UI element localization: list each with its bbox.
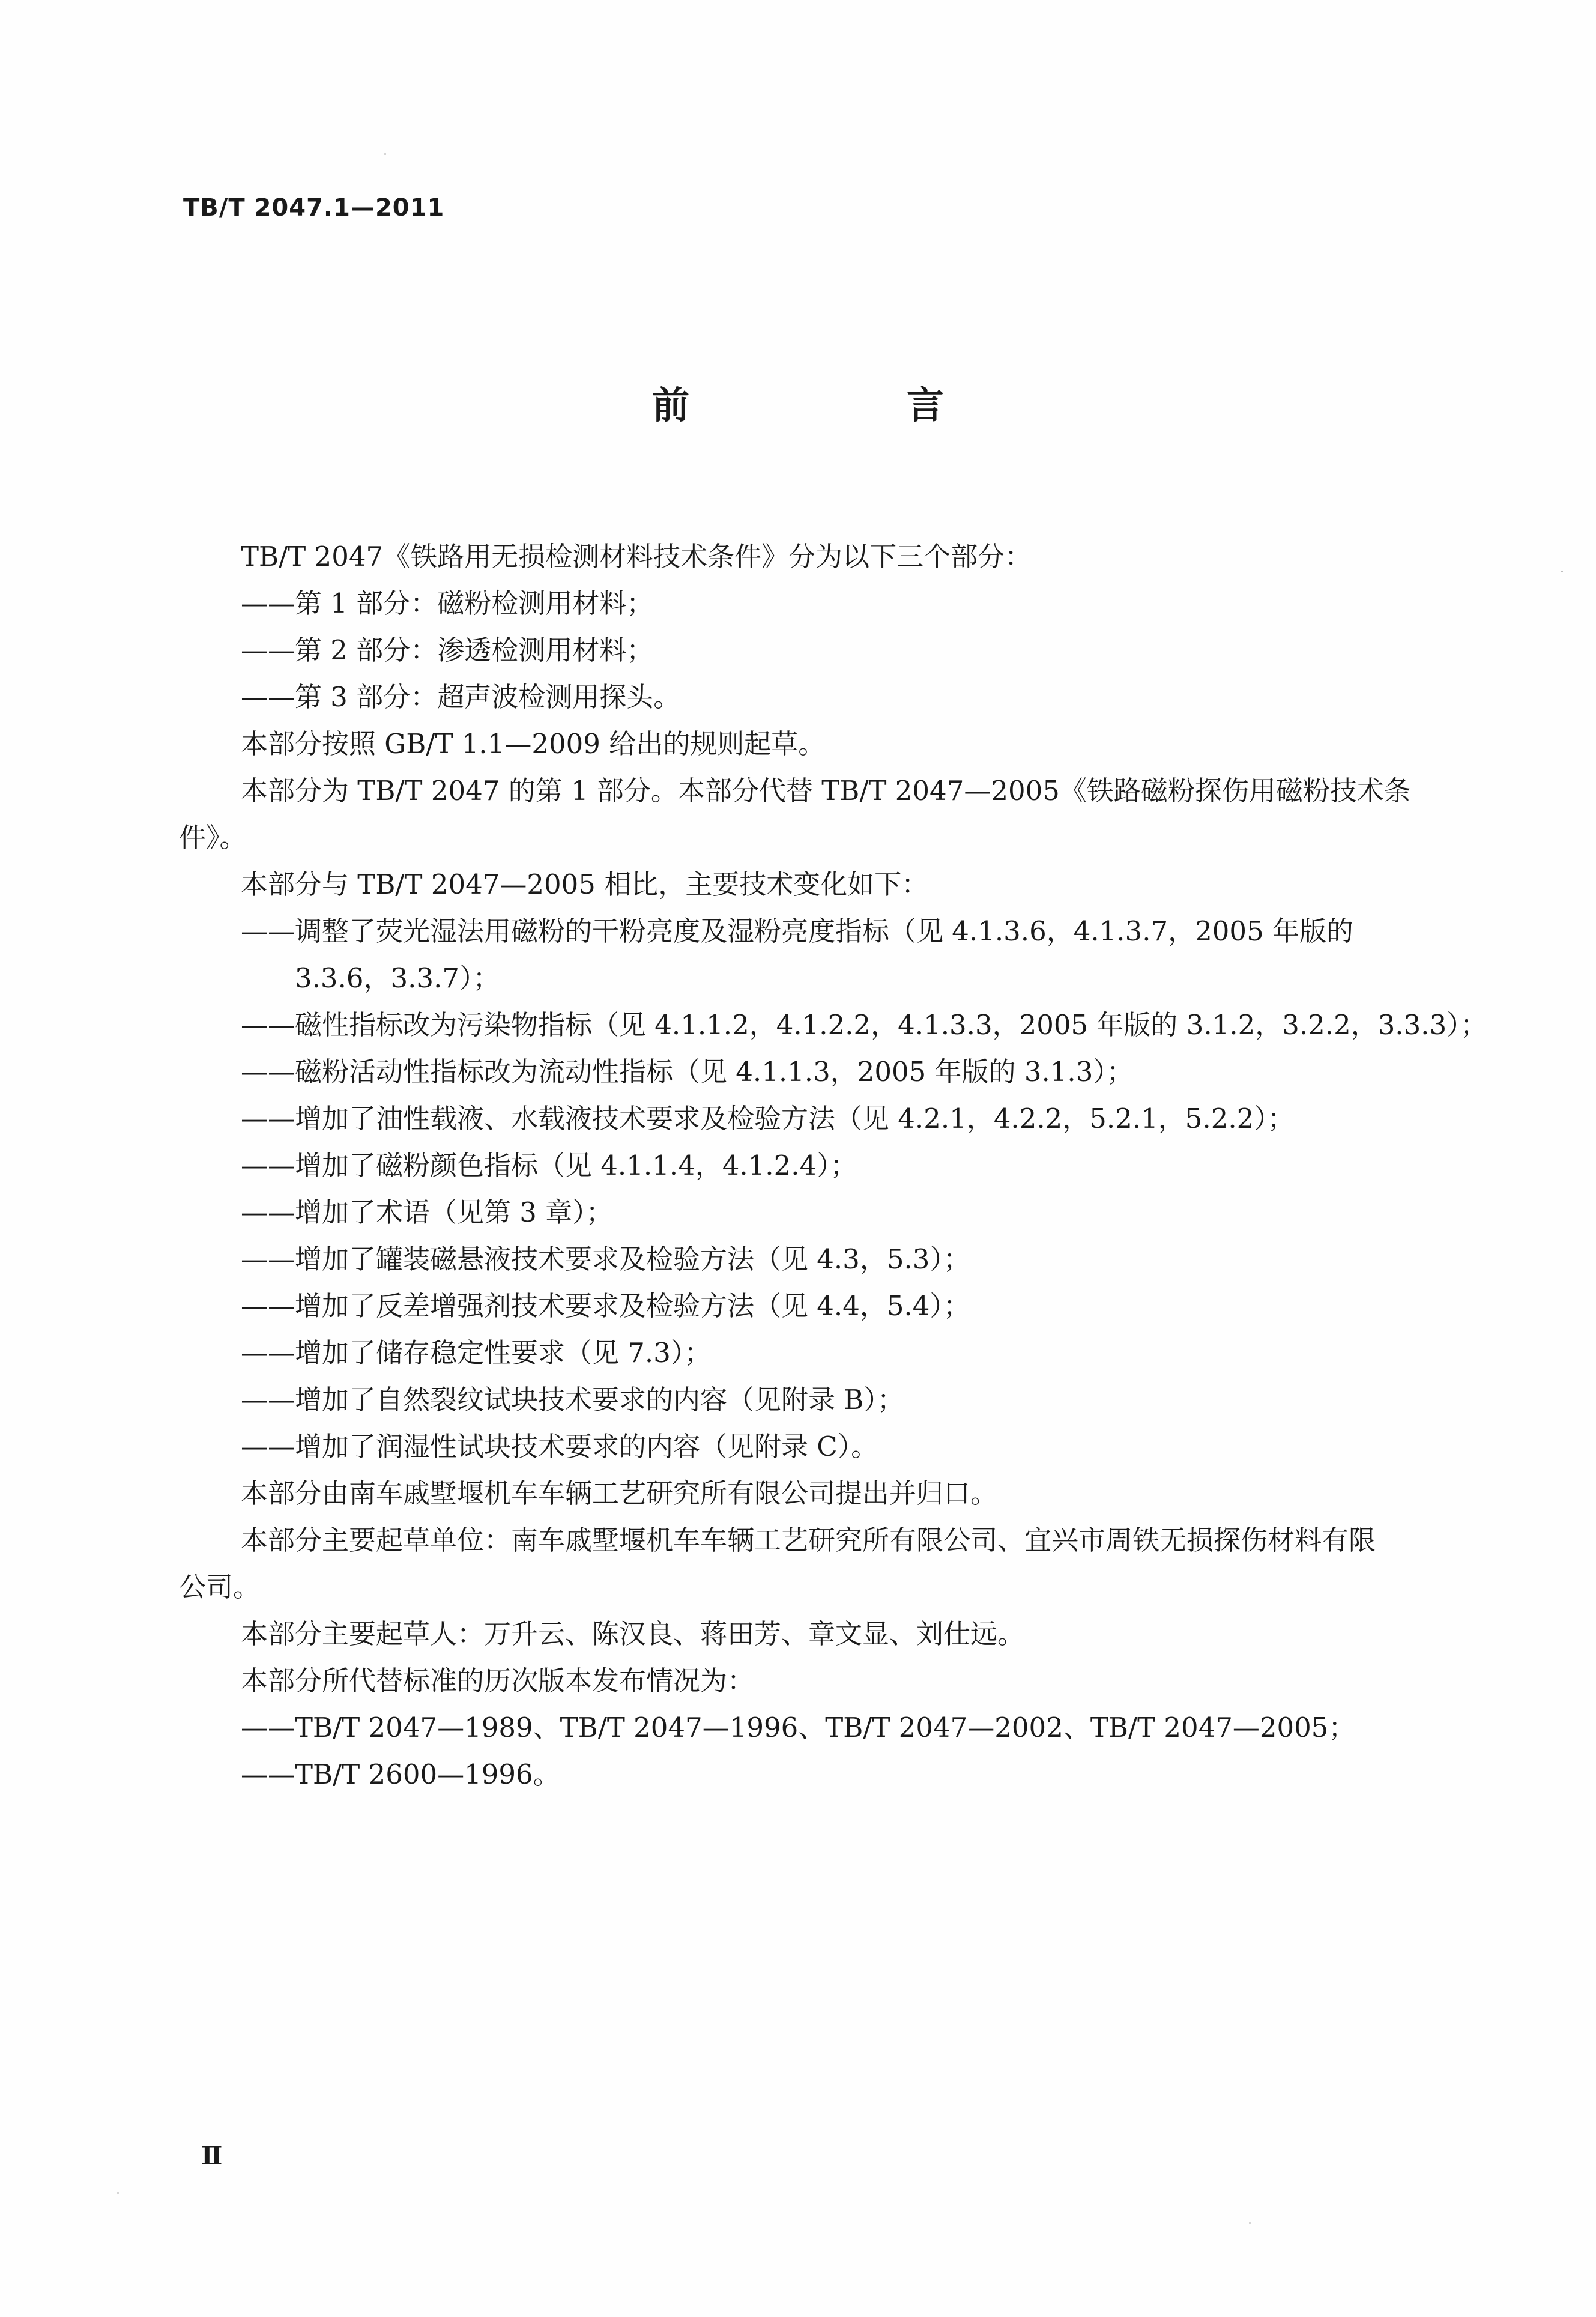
- text-line: 3.3.6，3.3.7）；: [295, 962, 500, 994]
- scan-speck: [1561, 571, 1563, 572]
- text-line: ——第 1 部分：磁粉检测用材料；: [241, 587, 654, 619]
- text-line: ——增加了自然裂纹试块技术要求的内容（见附录 B）；: [241, 1384, 904, 1416]
- text-line: ——调整了荧光湿法用磁粉的干粉亮度及湿粉亮度指标（见 4.1.3.6，4.1.3.7，2005 年版的: [241, 915, 1354, 947]
- text-line: ——增加了术语（见第 3 章）；: [241, 1196, 613, 1228]
- text-line: 本部分为 TB/T 2047 的第 1 部分。本部分代替 TB/T 2047—2005《铁路磁粉探伤用磁粉技术条: [241, 775, 1411, 807]
- text-line: ——磁性指标改为污染物指标（见 4.1.1.2，4.1.2.2，4.1.3.3，2005 年版的 3.1.2，3.2.2，3.3.3）；: [241, 1009, 1487, 1041]
- text-line: 本部分与 TB/T 2047—2005 相比，主要技术变化如下：: [241, 868, 929, 900]
- text-line: ——第 2 部分：渗透检测用材料；: [241, 634, 654, 666]
- scan-speck: [117, 2192, 119, 2194]
- text-line: 公司。: [179, 1571, 261, 1603]
- text-line: ——增加了罐装磁悬液技术要求及检验方法（见 4.3，5.3）；: [241, 1243, 970, 1275]
- standard-code: TB/T 2047.1—2011: [183, 194, 445, 222]
- text-line: ——增加了油性载液、水载液技术要求及检验方法（见 4.2.1，4.2.2，5.2.1，5.2.2）；: [241, 1103, 1295, 1134]
- text-line: 本部分所代替标准的历次版本发布情况为：: [241, 1665, 755, 1697]
- scan-speck: [1249, 2222, 1251, 2224]
- text-line: TB/T 2047《铁路用无损检测材料技术条件》分为以下三个部分：: [241, 541, 1032, 572]
- text-line: ——第 3 部分：超声波检测用探头。: [241, 681, 681, 713]
- text-line: ——TB/T 2047—1989、TB/T 2047—1996、TB/T 2047—2002、TB/T 2047—2005；: [241, 1712, 1356, 1743]
- body-text: [179, 533, 1487, 1798]
- page-number: Ⅱ: [201, 2141, 223, 2170]
- text-line: ——磁粉活动性指标改为流动性指标（见 4.1.1.3，2005 年版的 3.1.3）；: [241, 1056, 1134, 1088]
- text-line: 本部分按照 GB/T 1.1—2009 给出的规则起草。: [241, 728, 826, 760]
- scan-speck: [384, 153, 386, 155]
- text-line: 本部分主要起草人：万升云、陈汉良、蒋田芳、章文显、刘仕远。: [241, 1618, 1025, 1650]
- text-line: ——增加了润湿性试块技术要求的内容（见附录 C）。: [241, 1431, 878, 1462]
- text-line: ——增加了反差增强剂技术要求及检验方法（见 4.4，5.4）；: [241, 1290, 970, 1322]
- text-line: ——TB/T 2600—1996。: [241, 1758, 560, 1790]
- text-line: 本部分由南车戚墅堰机车车辆工艺研究所有限公司提出并归口。: [241, 1477, 998, 1509]
- page-title: 前 言: [651, 383, 1034, 427]
- text-line: ——增加了磁粉颜色指标（见 4.1.1.4，4.1.2.4）；: [241, 1149, 857, 1181]
- text-line: 本部分主要起草单位：南车戚墅堰机车车辆工艺研究所有限公司、宜兴市周铁无损探伤材料有限: [241, 1524, 1376, 1556]
- text-line: ——增加了储存稳定性要求（见 7.3）；: [241, 1337, 712, 1369]
- text-line: 件》。: [179, 822, 247, 853]
